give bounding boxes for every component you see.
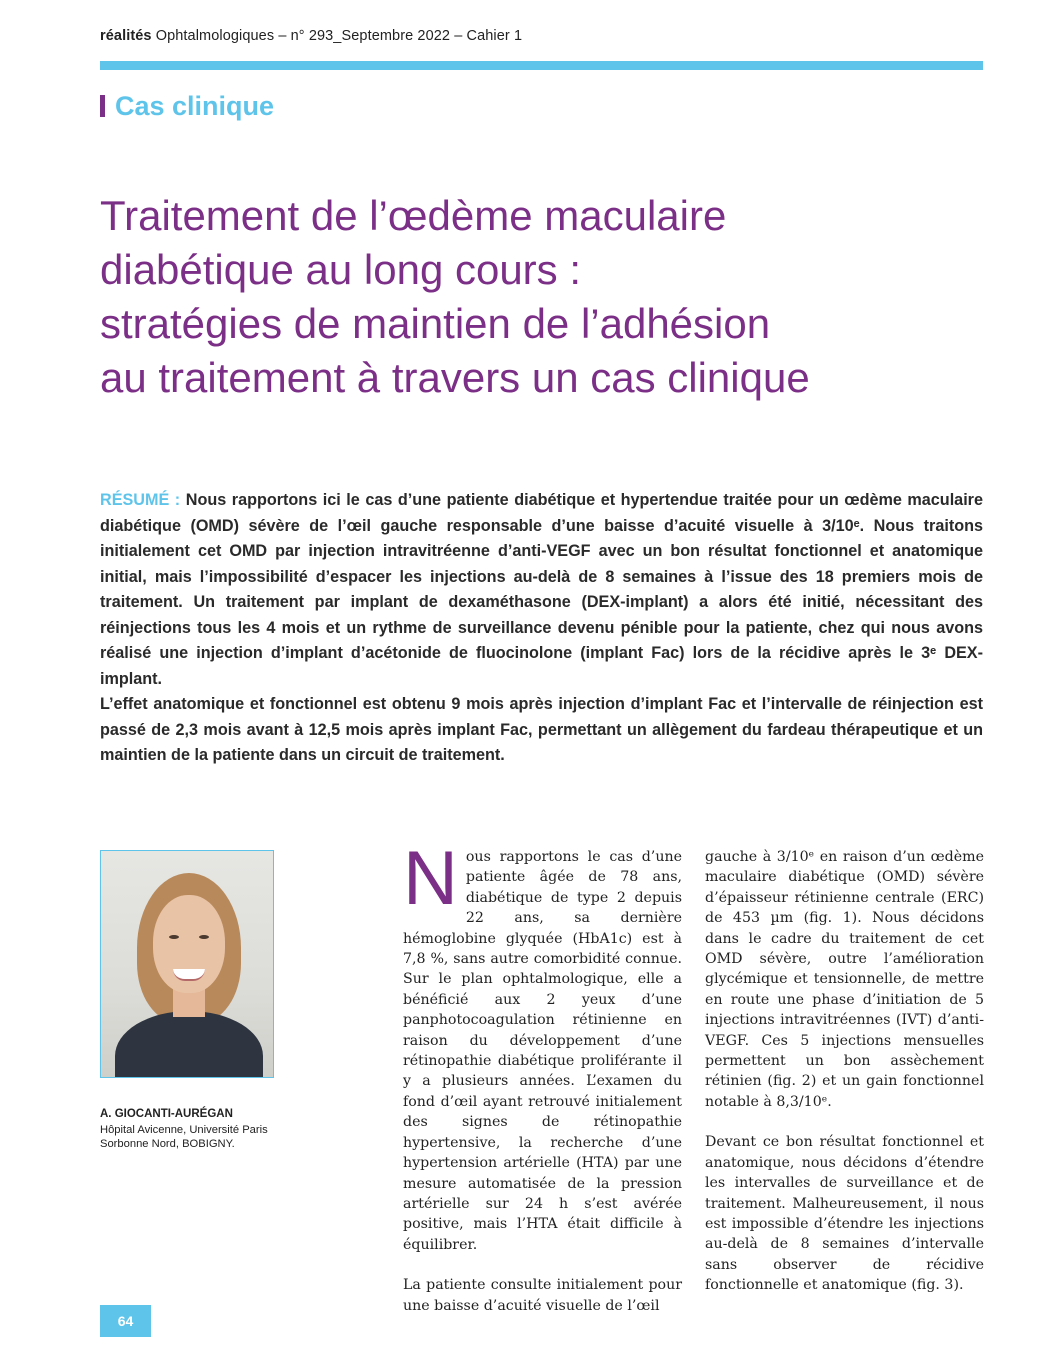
body-column-1 bbox=[403, 836, 682, 1336]
journal-header bbox=[100, 28, 522, 44]
photo-eye bbox=[199, 935, 209, 939]
body-column-2 bbox=[705, 847, 984, 1316]
body-paragraph bbox=[403, 836, 682, 1255]
author-affiliation: Hôpital Avicenne, Université Paris Sorbonne Nord, BOBIGNY. bbox=[100, 1123, 268, 1150]
section-heading bbox=[100, 90, 274, 122]
body-text: ous rapportons le cas d’une patiente âgée de 78 ans, diabétique de type 2 depuis 22 ans, sa dernière hémoglobine glyquée (HbA1c) est à 7,8 %, sans autre comorbidité connue. Sur le plan ophtalmologique, elle a bénéficié aux 2 yeux d’une panphotocoagulation rétinienne en raison du développement d’une rétinopathie diabétique proliférante il y a plusieurs années. L’examen du fond d’œil ayant retrouvé initialement des signes de rétinopathie hypertensive, la recherche d’une hypertension artérielle (HTA) par une mesure automatisée de la pression artérielle sur 24 h s’est avérée positive, mais l’HTA était difficile à équilibrer. bbox=[403, 849, 682, 1253]
title-line: Traitement de l’œdème maculaire bbox=[100, 192, 727, 239]
abstract-paragraph: L’effet anatomique et fonctionnel est obtenu 9 mois après injection d’implant Fac et l’intervalle de réinjection est passé de 2,3 mois avant à 12,5 mois après implant Fac, permettant un allègement du fardeau thérapeutique et un maintien de la patiente dans un circuit de traitement. bbox=[100, 695, 983, 764]
photo-eye bbox=[169, 935, 179, 939]
title-line: au traitement à travers un cas clinique bbox=[100, 354, 810, 401]
abstract-text: Nous rapportons ici le cas d’une patiente diabétique et hypertendue traitée pour un œdème maculaire diabétique (OMD) sévère de l’œil gauche responsable d’une baisse d’acuité visuelle à 3/10ᵉ. Nous traitons initialement cet OMD par injection intravitréenne d’anti-VEGF avec un bon résultat fonctionnel et anatomique initial, mais l’impossibilité d’espacer les injections au-delà de 8 semaines à l’issue des 18 premiers mois de traitement. Un traitement par implant de dexaméthasone (DEX-implant) a alors été initié, nécessitant des réinjections tous les 4 mois et un rythme de surveillance devenu pénible pour la patiente, chez qui nous avons réalisé une injection d’implant d’acétonide de fluocinolone (implant Fac) lors de la récidive après le 3ᵉ DEX-implant. bbox=[100, 491, 983, 688]
abstract-label: RÉSUMÉ : bbox=[100, 491, 181, 509]
article-title bbox=[100, 189, 990, 405]
body-paragraph: Devant ce bon résultat fonctionnel et anatomique, nous décidons d’étendre les intervalles de surveillance et de traitement. Malheureusement, il nous est impossible d’étendre les injections au-delà de 8 semaines d’intervalle sans observer de récidive fonctionnelle et anatomique (fig. 3). bbox=[705, 1134, 984, 1294]
body-paragraph: La patiente consulte initialement pour une baisse d’acuité visuelle de l’œil bbox=[403, 1277, 682, 1314]
author-name: A. GIOCANTI-AURÉGAN bbox=[100, 1108, 233, 1120]
photo-shoulders bbox=[115, 1011, 263, 1078]
header-rule bbox=[100, 61, 983, 70]
section-label: Cas clinique bbox=[115, 90, 275, 121]
page-number: 64 bbox=[100, 1305, 151, 1337]
section-marker bbox=[100, 95, 105, 117]
author-photo bbox=[100, 850, 274, 1078]
title-line: diabétique au long cours : bbox=[100, 246, 582, 293]
abstract-paragraph bbox=[100, 488, 983, 692]
issue-info: Ophtalmologiques – n° 293_Septembre 2022 – Cahier 1 bbox=[151, 28, 523, 44]
drop-cap: N bbox=[403, 836, 458, 921]
abstract bbox=[100, 488, 983, 769]
title-line: stratégies de maintien de l’adhésion bbox=[100, 300, 771, 347]
body-paragraph: gauche à 3/10ᵉ en raison d’un œdème maculaire diabétique (OMD) sévère d’épaisseur rétinienne centrale (ERC) de 453 µm (fig. 1). Nous décidons dans le cadre du traitement de cet OMD sévère, outre l’amélioration glycémique et tensionnelle, de mettre en route une phase d’initiation de 5 injections intravitréennes (IVT) d’anti-VEGF. Ces 5 injections mensuelles permettent un bon assèchement rétinien (fig. 2) et un gain fonctionnel notable à 8,3/10ᵉ. bbox=[705, 849, 984, 1110]
journal-name: réalités bbox=[100, 28, 152, 44]
author-block bbox=[100, 1107, 290, 1152]
